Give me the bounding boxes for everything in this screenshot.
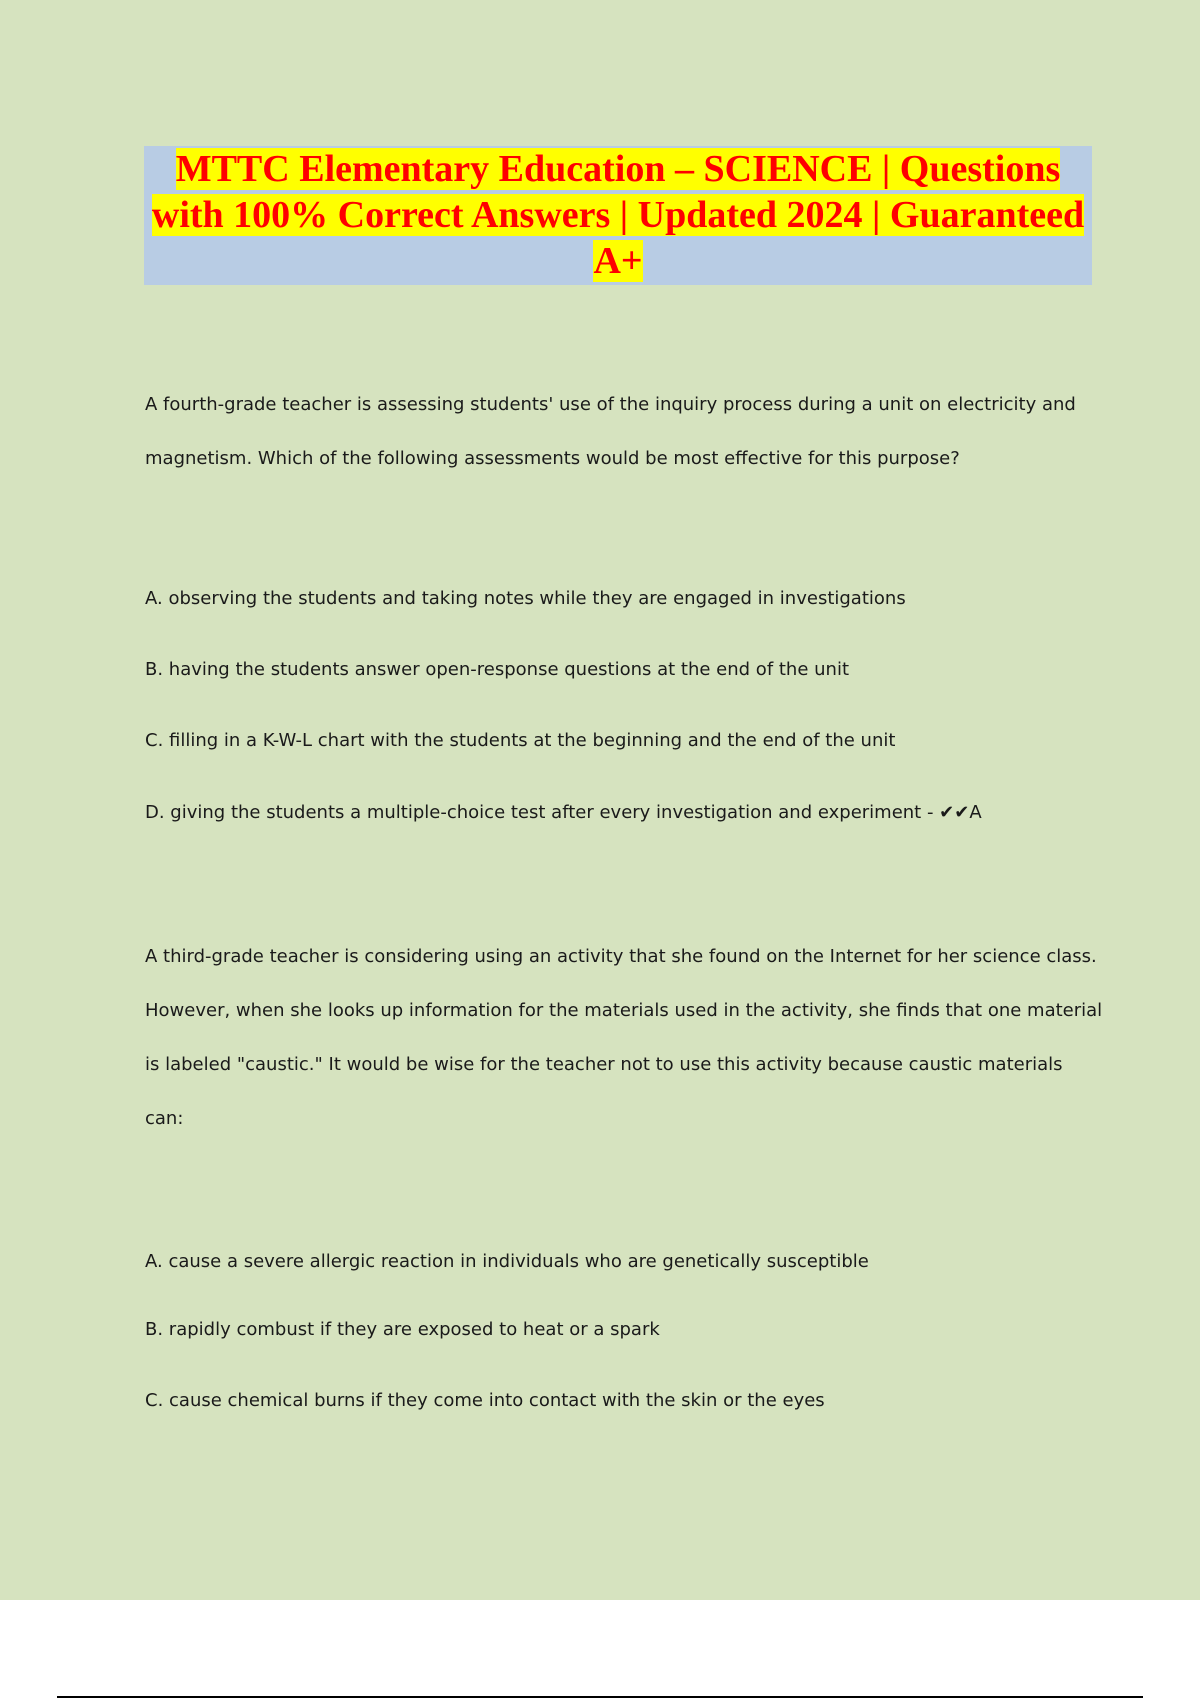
question-2-stem: A third-grade teacher is considering using an activity that she found on the Internet for her science class. However, when she looks up information for the materials used in the activity, she finds that one material is labeled "caustic." It would be wise for the teacher not to use this activity because caustic materials can:	[145, 946, 1103, 1129]
question-2-option-c: C. cause chemical burns if they come into contact with the skin or the eyes	[145, 1390, 825, 1411]
question-1-option-a: A. observing the students and taking notes while they are engaged in investigations	[145, 588, 906, 609]
document-title-text: MTTC Elementary Education – SCIENCE | Questions with 100% Correct Answers | Updated 2024 | Guaranteed A+	[151, 148, 1085, 282]
question-1-option-b: B. having the students answer open-response questions at the end of the unit	[145, 659, 850, 680]
question-2-option-b: B. rapidly combust if they are exposed to heat or a spark	[145, 1319, 660, 1340]
document-title	[144, 146, 1092, 284]
question-1-option-d: D. giving the students a multiple-choice test after every investigation and experiment - ✔✔A	[145, 802, 982, 823]
question-1-stem: A fourth-grade teacher is assessing students' use of the inquiry process during a unit on electricity and magnetism. Which of the following assessments would be most effective for this purpose?	[145, 394, 1076, 469]
question-2-option-a: A. cause a severe allergic reaction in individuals who are genetically susceptible	[145, 1251, 869, 1272]
footer-divider	[57, 1696, 1143, 1698]
question-1-option-c: C. filling in a K-W-L chart with the students at the beginning and the end of the unit	[145, 730, 896, 751]
